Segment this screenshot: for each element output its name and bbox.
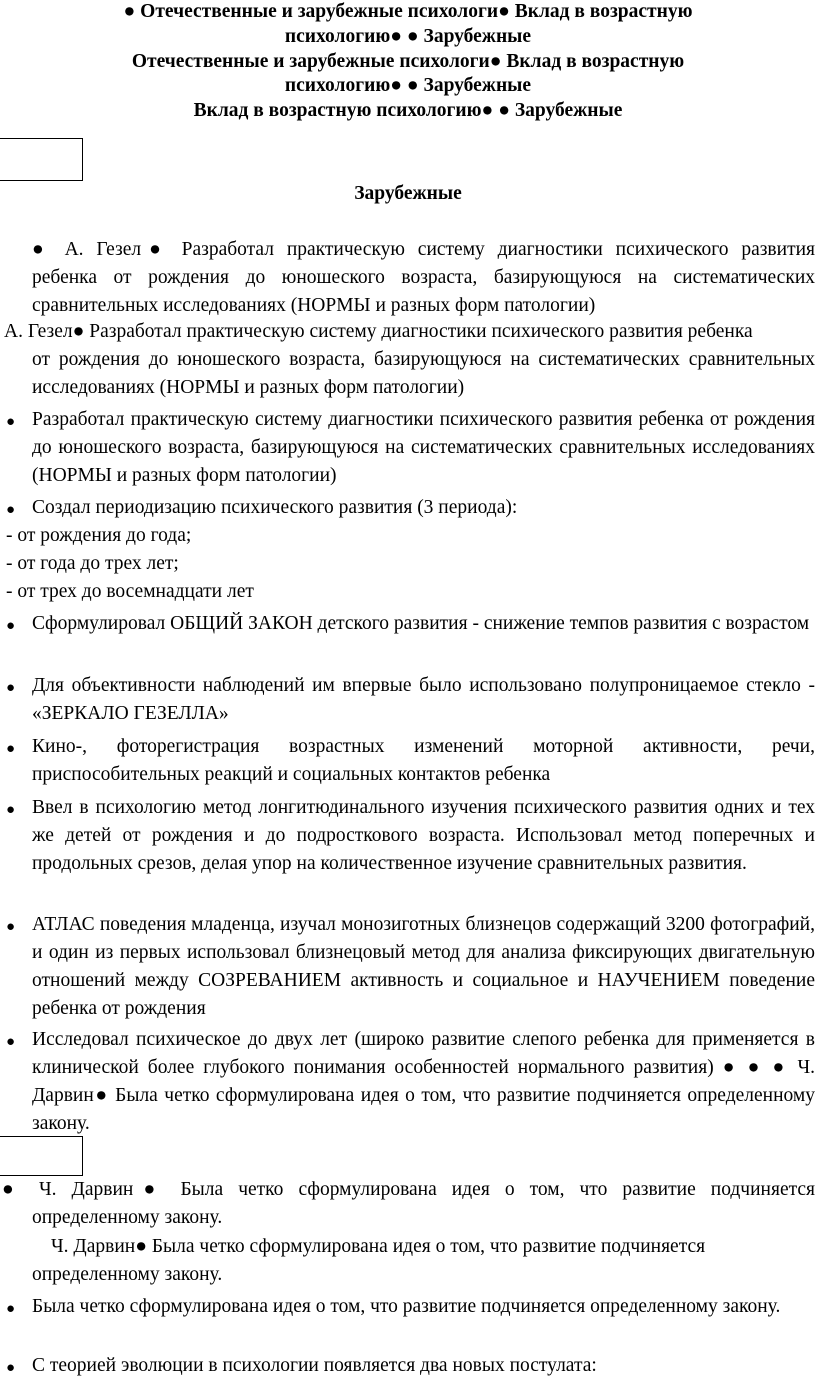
bullet-icon: ● — [6, 1301, 16, 1317]
text-line: исследованиях (НОРМЫ и разных форм патологии) — [32, 377, 465, 398]
bullet-icon: ● — [6, 414, 16, 430]
header-block — [0, 0, 816, 124]
text-line: от рождения до юношеского возраста, базирующуюся на систематических сравнительных — [32, 349, 815, 370]
list-item: Исследовал психическое до двух лет (широко развитие слепого ребенка для применяется в клинической более глубокого понимания особенностей нормального развития) ● ● ● Ч. Дарвин● Была четко сформулирована идея о том, что развитие подчиняется определенному закону. — [32, 1029, 815, 1134]
bullet-icon: ● — [6, 1034, 16, 1050]
text-line: определенному закону. — [32, 1264, 223, 1285]
header-line: Вклад в возрастную психологию● ● Зарубежные — [193, 100, 623, 122]
list-item: Создал периодизацию психического развития (3 периода): — [32, 497, 518, 518]
header-line: психологию● ● Зарубежные — [284, 75, 532, 97]
text-line: ребенка от рождения до юношеского возраста, базирующуюся на систематических — [32, 267, 815, 288]
period-line: - от года до трех лет; — [6, 553, 179, 574]
list-item: Разработал практическую систему диагностики психического развития ребенка от рождения до юношеского возраста, базирующуюся на систематических сравнительных исследованиях (НОРМЫ и разных форм патологии) — [32, 409, 815, 486]
list-item: Для объективности наблюдений им впервые было использовано полупроницаемое стекло - «ЗЕРКАЛО ГЕЗЕЛЛА» — [32, 675, 815, 724]
list-item: Ввел в психологию метод лонгитюдинального изучения психического развития одних и тех же детей от рождения и до подросткового возраста. Использовал метод поперечных и продольных срезов, делая упор на количественное изучение сравнительных развития. — [32, 797, 815, 874]
empty-box — [0, 1136, 83, 1176]
header-line: психологию● ● Зарубежные — [284, 25, 532, 47]
paragraph-darwin-1 — [0, 1176, 816, 1232]
period-line: - от рождения до года; — [6, 525, 192, 546]
list-item: Сформулировал ОБЩИЙ ЗАКОН детского развития - снижение темпов развития с возрастом — [32, 613, 810, 634]
bullet-icon: ● — [6, 502, 16, 518]
empty-box — [0, 138, 83, 181]
text-line: сравнительных исследованиях (НОРМЫ и разных форм патологии) — [32, 295, 596, 316]
section-title: Зарубежные — [354, 183, 462, 204]
bullet-icon: ● — [6, 618, 16, 634]
text-line: ● А. Гезел● Разработал практическую систему диагностики психического развития — [32, 239, 815, 260]
bullet-icon: ● — [6, 1360, 16, 1376]
text-line: определенному закону. — [32, 1207, 223, 1228]
list-item: Была четко сформулирована идея о том, что развитие подчиняется определенному закону. — [32, 1296, 781, 1317]
paragraph-gesell-1 — [0, 236, 816, 320]
bullet-icon: ● — [6, 741, 16, 757]
paragraph-gesell-2 — [0, 318, 816, 402]
header-line: ● Отечественные и зарубежные психологи● Вклад в возрастную — [123, 1, 693, 22]
bullet-icon: ● — [6, 680, 16, 696]
list-item: С теорией эволюции в психологии появляется два новых постулата: — [32, 1355, 597, 1376]
text-line: Ч. Дарвин● Была четко сформулирована идея о том, что развитие подчиняется — [51, 1236, 706, 1257]
bullet-icon: ● — [6, 802, 16, 818]
list-item: АТЛАС поведения младенца, изучал монозиготных близнецов содержащий 3200 фотографий, и один из первых использовал близнецовый метод для анализа фиксирующих двигательную отношений между СОЗРЕВАНИЕМ активность и социальное и НАУЧЕНИЕМ поведение ребенка от рождения — [32, 914, 815, 1019]
bullet-icon: ● — [6, 919, 16, 935]
paragraph-darwin-2 — [0, 1233, 816, 1289]
text-line: А. Гезел● Разработал практическую систему диагностики психического развития ребенка — [4, 321, 753, 342]
period-line: - от трех до восемнадцати лет — [6, 581, 254, 602]
header-line: Отечественные и зарубежные психологи● Вклад в возрастную — [131, 50, 685, 72]
text-line: ● Ч. Дарвин● Была четко сформулирована идея о том, что развитие подчиняется — [2, 1179, 815, 1200]
list-item: Кино-, фоторегистрация возрастных изменений моторной активности, речи, приспособительных реакций и социальных контактов ребенка — [32, 736, 815, 785]
